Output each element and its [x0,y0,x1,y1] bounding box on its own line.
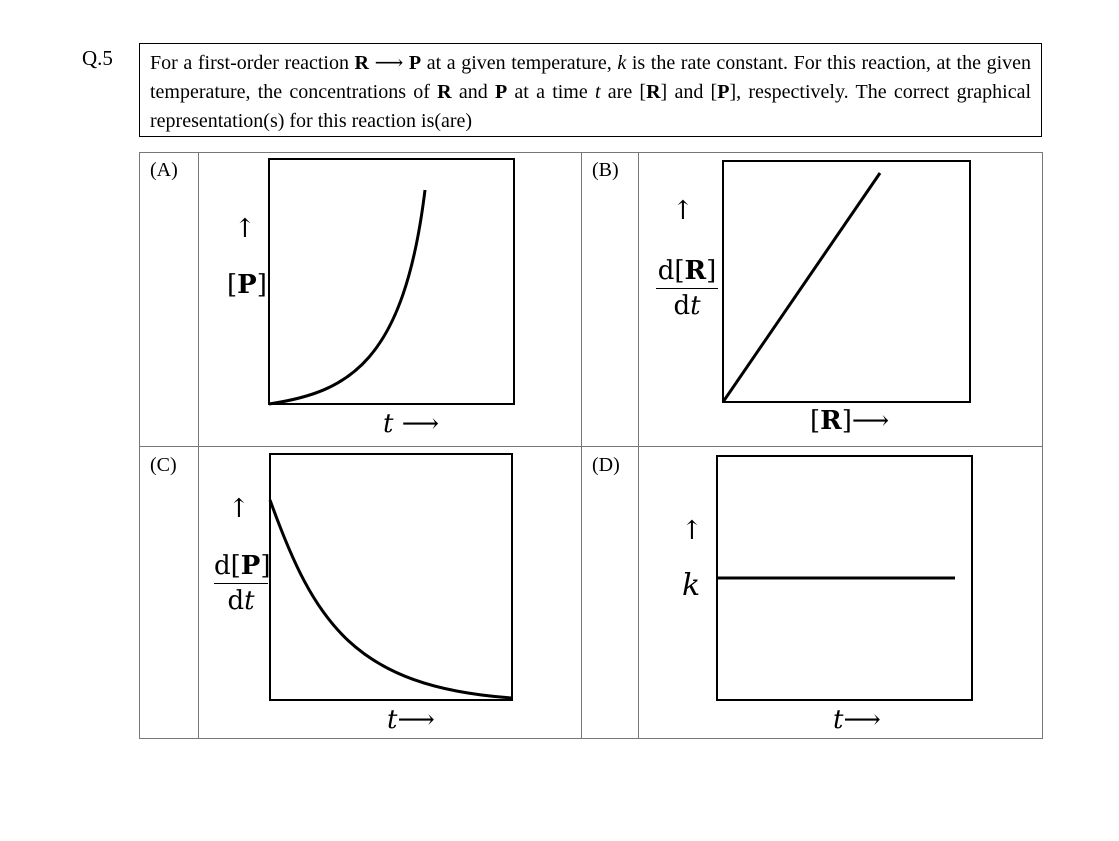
question-text-run: t [594,81,601,103]
graph-d-x-label: t⟶ [833,705,881,735]
question-text-run: For a first-order reaction [150,52,355,74]
options-table-lines [139,152,1043,739]
option-c-label: (C) [150,454,177,476]
options-grid [139,152,1044,740]
graph-c-y-label: d[P] dt [214,551,271,616]
question-text-run: R [646,81,661,103]
question-text-run: k [617,52,627,74]
question-text-run: and [451,81,495,103]
question-text-run: P [408,52,422,74]
question-text-run: at a given temperature, [421,52,618,74]
option-a-label: (A) [150,159,178,181]
question-text [139,43,1042,137]
option-d-label: (D) [592,454,620,476]
graph-b-x-label: [R]⟶ [810,406,890,436]
graph-c-y-arrow: ↑ [228,494,250,524]
graph-b-line [723,173,880,402]
question-text-run: are [ [600,81,647,103]
question-text-run: R [354,52,369,74]
question-text-run: is the rate constant. For this reaction, at the given temperature, the concentrations of [150,52,1032,103]
options-graphics [139,152,1044,740]
question-text-run: at a time [507,81,595,103]
graph-c-x-label: t⟶ [387,705,435,735]
graph-b-y-label: d[R] dt [657,256,717,321]
question-text-run: ], respectively. The correct graphical representation(s) for this reaction is(are) [150,81,1031,132]
graph-d-y-arrow: ↑ [681,516,703,546]
graph-a-x-label: t ⟶ [383,409,439,439]
question-text-run: ] and [ [660,81,718,103]
question-text-run: R [437,81,452,103]
graph-b-frame [723,161,970,402]
question-number: Q.5 [82,46,113,70]
graph-c-curve [270,500,512,698]
question-text-run: P [494,81,508,103]
graph-a-y-label: [P] [227,270,267,300]
graph-b-y-arrow: ↑ [672,196,694,226]
graph-a-frame [269,159,514,404]
question-text-run: ⟶ [369,52,409,74]
graph-a-curve [269,190,425,404]
graph-a-y-arrow: ↑ [234,214,256,244]
graph-c-frame [270,454,512,700]
question-text-run: P [717,81,730,103]
graph-d-y-label: k [682,568,701,603]
option-b-label: (B) [592,159,619,181]
